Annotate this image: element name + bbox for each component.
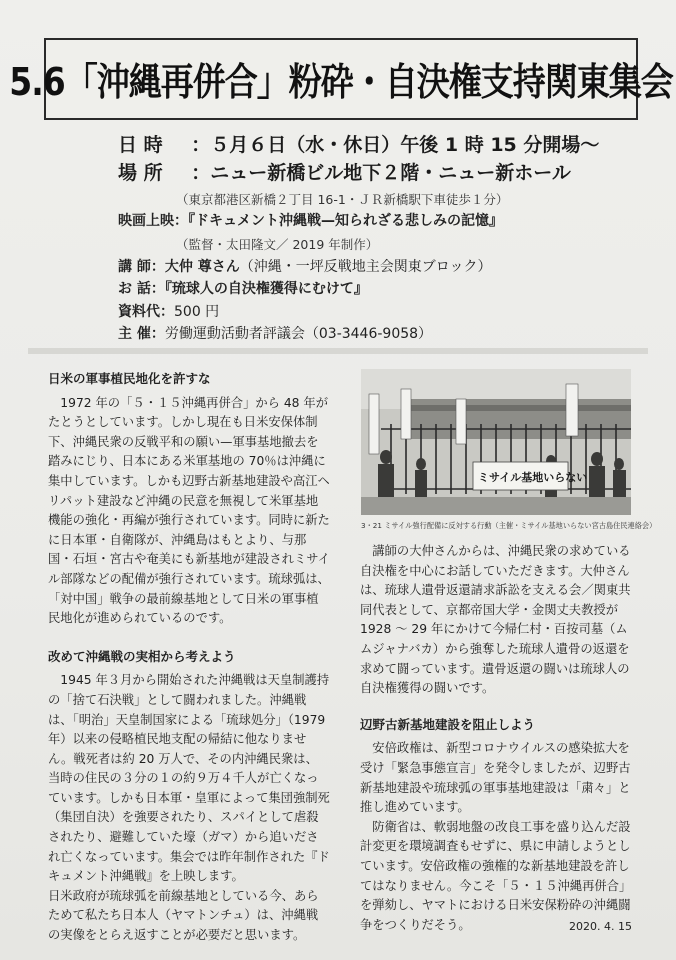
film-label: 映画上映：	[118, 213, 188, 229]
section-heading-henoko: 辺野古新基地建設を阻止しよう	[360, 716, 536, 732]
speaker-name: 大仲 尊さん	[164, 259, 240, 275]
paragraph: 日米政府が琉球弧を前線基地としている今、あらためて私たち日本人（ヤマトンチュ）は、沖縄戦の実像をとらえ返すことが必要だと思います。	[48, 888, 319, 943]
title-box	[9, 38, 673, 120]
paragraph: 1945 年３月から開始された沖縄戦は天皇制護持の「捨て石決戦」として闘われました。沖縄戦は、「明治」天皇制国家による「琉球処分」（1979 年）以来の侵略植民地支配の帰結に他なりません。戦死者は約 20 万人で、その内沖縄民衆は、当時の住民の３分の１の約９万４千人が亡くなっています。しかも日本軍・皇軍によって集団強制死（集団自決）を強要されたり、スパイとして虐殺されたり、避難していた壕（ガマ）から追いだされ亡くなっています。集会では昨年制作された『ドキュメント沖縄戦』を上映します。	[48, 673, 330, 884]
page-title: 5.6「沖縄再併合」粉砕・自決権支持関東集会	[9, 58, 673, 104]
host-value: 労働運動活動者評議会（03-3446-9058）	[164, 326, 433, 342]
topic-value: 『琉球人の自決権獲得にむけて』	[164, 281, 368, 297]
date-row	[118, 130, 599, 157]
date-label: 日 時	[118, 134, 163, 156]
paragraph: 防衛省は、軟弱地盤の改良工事を盛り込んだ設計変更を環境調査もせずに、県に申請しようとしています。安倍政権の強権的な新基地建設を許してはなりません。今こそ「５・１５沖縄再併合」を弾劾し、ヤマトにおける日米安保粉砕の沖縄闘争をつくりだそう。	[360, 819, 632, 932]
section-divider	[28, 348, 648, 354]
fee-value: 500 円	[174, 304, 220, 320]
film-credit: （監督・太田隆文／ 2019 年制作）	[176, 237, 379, 252]
topic-label: お 話：	[118, 281, 165, 297]
film-title: 『ドキュメント沖縄戦—知られざる悲しみの記憶』	[188, 213, 503, 229]
paragraph: 講師の大仲さんからは、沖縄民衆の求めている自決権を中心にお話していただきます。大仲さんは、琉球人遺骨返還請求訴訟を支える会／関東共同代表として、京都帝国大学・金関丈夫教授が 1928 〜 29 年にかけて今帰仁村・百按司墓（ムムジャナバカ）から強奪した琉球人遺骨の返還を求めて闘っています。遺骨返還の闘いは琉球人の自決権獲得の闘いです。	[360, 544, 631, 696]
place-row	[118, 158, 571, 185]
fee-label: 資料代：	[118, 304, 174, 320]
speaker-label: 講 師：	[118, 259, 165, 275]
photo-caption: 3・21 ミサイル強行配備に反対する行動（主催・ミサイル基地いらない宮古島住民連絡会）	[361, 521, 657, 530]
left-column	[48, 369, 330, 946]
address: （東京都港区新橋２丁目 16-1・ＪＲ新橋駅下車徒歩１分）	[176, 192, 509, 207]
issue-date: 2020. 4. 15	[569, 920, 632, 933]
date-value: ：５月６日（水・休日）午後 1 時 15 分開場〜	[191, 134, 600, 156]
paragraph: 安倍政権は、新型コロナウイルスの感染拡大を受け「緊急事態宣言」を発令しましたが、辺野古新基地建設や琉球弧の軍事基地建設は「粛々」と推し進めています。	[360, 741, 631, 815]
section-heading-okinawa-battle: 改めて沖縄戦の実相から考えよう	[48, 648, 236, 664]
host-label: 主 催：	[118, 326, 165, 342]
protest-banner-text: ミサイル基地いらない	[478, 471, 588, 484]
film-row	[118, 210, 503, 230]
topic-row	[118, 278, 368, 298]
place-label: 場 所	[118, 162, 163, 184]
speaker-org: （沖縄・一坪反戦地主会関東ブロック）	[239, 259, 492, 275]
fee-row	[118, 301, 219, 321]
section-heading-militarization: 日米の軍事植民地化を許すな	[48, 371, 211, 386]
protest-photo-illustration	[361, 369, 631, 515]
right-column	[360, 542, 636, 935]
speaker-row	[118, 256, 491, 276]
host-row	[118, 323, 432, 343]
protest-photo	[361, 369, 631, 515]
place-value: ：ニュー新橋ビル地下２階・ニュー新ホール	[191, 162, 571, 184]
paragraph: 1972 年の「５・１５沖縄再併合」から 48 年がたとうとしています。しかし現在も日米安保体制下、沖縄民衆の反戦平和の願い—軍事基地撤去を踏みにじり、日本にある米軍基地の 70％は沖縄に集中しています。しかも辺野古新基地建設や高江ヘリパット建設など沖縄の民意を無視して米軍基地機能の強化・再編が強行されています。同時に新たに日本軍・自衛隊が、沖縄島はもとより、与那国・石垣・宮古や奄美にも新基地が建設されミサイル部隊などの配備が強行されています。琉球弧は、「対中国」戦争の最前線基地として日米の軍事植民地化が進められているのです。	[48, 395, 330, 626]
